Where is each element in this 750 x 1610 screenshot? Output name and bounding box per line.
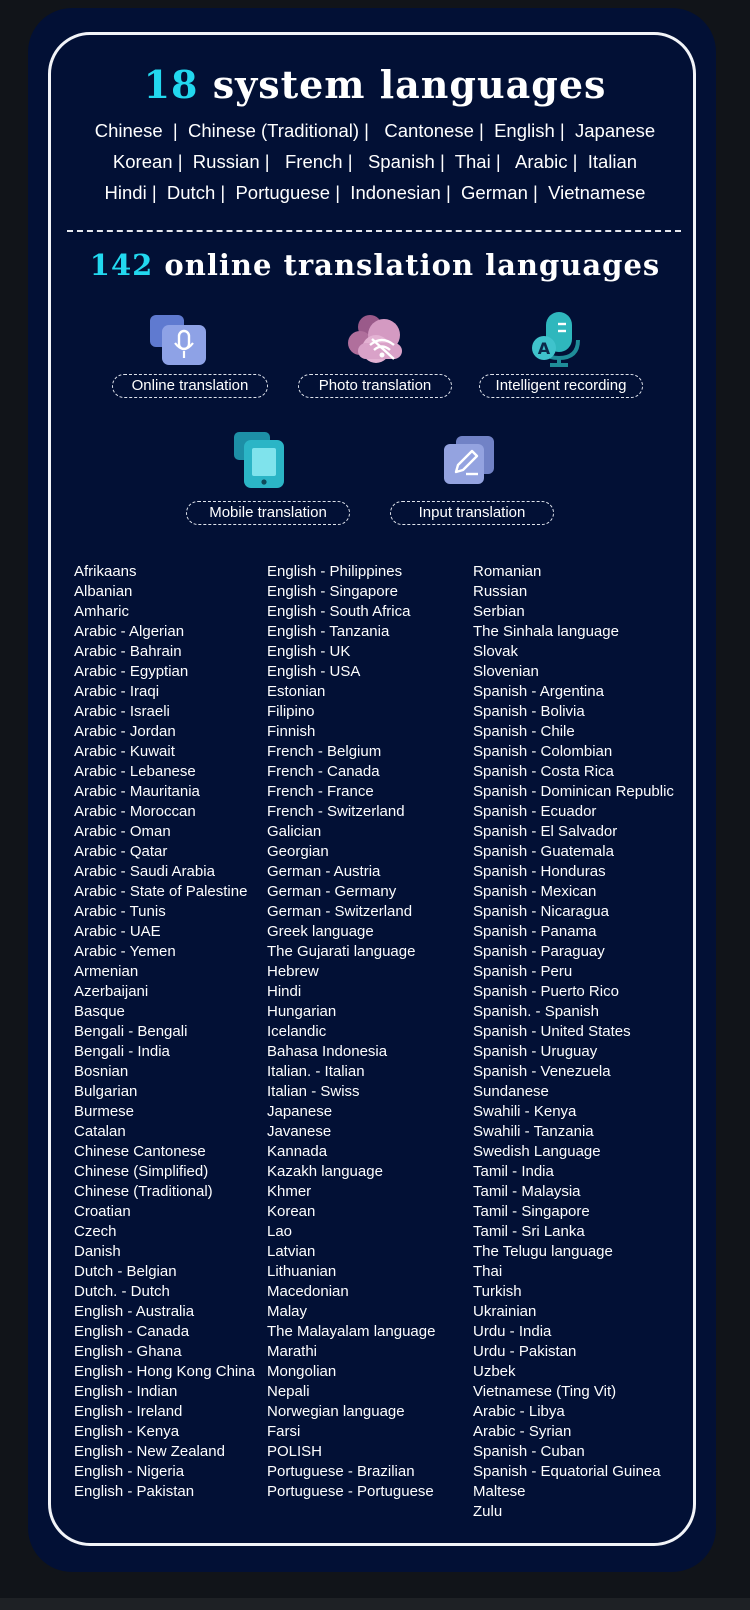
language-item: Spanish - Mexican (473, 883, 597, 900)
language-item: Chinese (Simplified) (74, 1163, 209, 1180)
language-item: Spanish - Peru (473, 963, 573, 980)
language-item: Arabic - Kuwait (74, 743, 175, 760)
svg-text:A: A (537, 339, 551, 358)
language-item: Tamil - Sri Lanka (473, 1223, 585, 1240)
language-item: Serbian (473, 603, 525, 620)
language-item: Vietnamese (Ting Vit) (473, 1383, 617, 1400)
language-item: Kazakh language (267, 1163, 383, 1180)
language-item: Croatian (74, 1203, 131, 1220)
language-item: Farsi (267, 1423, 301, 1440)
language-item: Spanish - Equatorial Guinea (473, 1463, 661, 1480)
online-language-count: 142 (89, 248, 154, 282)
online-languages-title: online translation languages (153, 248, 661, 282)
language-item: English - Pakistan (74, 1483, 195, 1500)
language-item: Italian. - Italian (267, 1063, 365, 1080)
language-column-2 (267, 562, 435, 1502)
feature-label-mobile-translation[interactable]: Mobile translation (186, 501, 350, 525)
language-item: Catalan (74, 1123, 126, 1140)
language-item: Spanish - Dominican Republic (473, 783, 674, 800)
language-item: English - Philippines (267, 563, 403, 580)
system-languages-title: system languages (198, 62, 607, 107)
language-item: Arabic - Iraqi (74, 683, 160, 700)
language-item: Arabic - Syrian (473, 1423, 572, 1440)
language-item: Arabic - Lebanese (74, 763, 196, 780)
language-item: Spanish - Cuban (473, 1443, 585, 1460)
language-item: Spanish - Bolivia (473, 703, 585, 720)
language-item: English - Canada (74, 1323, 190, 1340)
language-item: English - USA (267, 663, 361, 680)
language-item: Estonian (267, 683, 326, 700)
language-item: Norwegian language (267, 1403, 405, 1420)
language-item: Spanish - Panama (473, 923, 597, 940)
pen-edit-icon (442, 434, 496, 491)
language-item: Spanish - Uruguay (473, 1043, 598, 1060)
language-item: German - Austria (267, 863, 381, 880)
language-item: Azerbaijani (74, 983, 149, 1000)
language-item: Tamil - Singapore (473, 1203, 590, 1220)
feature-label-photo-translation[interactable]: Photo translation (298, 374, 452, 398)
language-item: Latvian (267, 1243, 316, 1260)
language-item: Japanese (267, 1103, 333, 1120)
language-item: Thai (473, 1263, 503, 1280)
language-item: Italian - Swiss (267, 1083, 360, 1100)
language-column-1 (74, 562, 255, 1502)
language-item: Sundanese (473, 1083, 549, 1100)
system-language-line: Chinese | Chinese (Traditional) | Cantonese | English | Japanese (94, 120, 656, 141)
bottom-strip (0, 1598, 750, 1610)
language-item: French - Belgium (267, 743, 382, 760)
language-item: Korean (267, 1203, 316, 1220)
language-item: Arabic - Bahrain (74, 643, 182, 660)
feature-label-intelligent-recording[interactable]: Intelligent recording (479, 374, 643, 398)
language-item: Arabic - Yemen (74, 943, 176, 960)
language-item: Arabic - Jordan (74, 723, 176, 740)
language-item: Spanish - El Salvador (473, 823, 618, 840)
language-item: Arabic - Saudi Arabia (74, 863, 215, 880)
language-item: Danish (74, 1243, 121, 1260)
language-item: Romanian (473, 563, 542, 580)
language-item: Urdu - India (473, 1323, 552, 1340)
language-item: Portuguese - Portuguese (267, 1483, 434, 1500)
language-item: Russian (473, 583, 528, 600)
language-item: French - France (267, 783, 374, 800)
language-item: Hungarian (267, 1003, 337, 1020)
language-item: German - Germany (267, 883, 397, 900)
feature-label-online-translation[interactable]: Online translation (112, 374, 268, 398)
language-item: Arabic - Egyptian (74, 663, 189, 680)
language-item: French - Canada (267, 763, 380, 780)
language-item: Spanish - Venezuela (473, 1063, 611, 1080)
language-item: Spanish - Guatemala (473, 843, 614, 860)
online-languages-heading (0, 248, 750, 282)
language-item: English - Australia (74, 1303, 195, 1320)
language-item: English - Hong Kong China (74, 1363, 255, 1380)
language-item: Tamil - India (473, 1163, 554, 1180)
language-item: The Sinhala language (473, 623, 619, 640)
language-column-3 (473, 562, 674, 1522)
language-item: English - Tanzania (267, 623, 390, 640)
language-item: Swedish Language (473, 1143, 601, 1160)
language-item: Spanish - United States (473, 1023, 631, 1040)
language-item: Greek language (267, 923, 374, 940)
mobile-phone-icon (234, 430, 292, 495)
language-item: Finnish (267, 723, 316, 740)
language-item: Spanish. - Spanish (473, 1003, 599, 1020)
language-item: Spanish - Ecuador (473, 803, 597, 820)
language-item: Galician (267, 823, 322, 840)
language-item: Spanish - Costa Rica (473, 763, 614, 780)
language-item: Javanese (267, 1123, 332, 1140)
language-item: Bosnian (74, 1063, 129, 1080)
language-item: English - Singapore (267, 583, 398, 600)
language-item: Uzbek (473, 1363, 516, 1380)
language-item: Malay (267, 1303, 308, 1320)
language-item: Lao (267, 1223, 293, 1240)
language-item: Albanian (74, 583, 133, 600)
language-item: Czech (74, 1223, 117, 1240)
translation-microphone-icon (530, 310, 590, 373)
language-item: Urdu - Pakistan (473, 1343, 577, 1360)
language-item: Dutch - Belgian (74, 1263, 177, 1280)
language-item: French - Switzerland (267, 803, 405, 820)
language-item: English - Ireland (74, 1403, 183, 1420)
language-item: Tamil - Malaysia (473, 1183, 581, 1200)
language-item: Arabic - Moroccan (74, 803, 196, 820)
language-item: Arabic - State of Palestine (74, 883, 248, 900)
language-item: German - Switzerland (267, 903, 413, 920)
language-item: Hindi (267, 983, 302, 1000)
section-divider (67, 230, 681, 232)
language-item: Slovak (473, 643, 519, 660)
language-item: Bulgarian (74, 1083, 138, 1100)
language-item: Kannada (267, 1143, 328, 1160)
language-item: Armenian (74, 963, 139, 980)
language-item: English - UK (267, 643, 351, 660)
language-item: Spanish - Honduras (473, 863, 606, 880)
language-item: The Gujarati language (267, 943, 416, 960)
language-item: Burmese (74, 1103, 135, 1120)
language-item: The Malayalam language (267, 1323, 436, 1340)
language-item: Chinese Cantonese (74, 1143, 206, 1160)
microphone-chat-icon (150, 313, 208, 372)
language-item: Bahasa Indonesia (267, 1043, 388, 1060)
language-item: Spanish - Paraguay (473, 943, 605, 960)
language-item: Arabic - Qatar (74, 843, 168, 860)
language-item: Spanish - Colombian (473, 743, 613, 760)
language-item: Arabic - Israeli (74, 703, 170, 720)
language-item: Zulu (473, 1503, 503, 1520)
language-item: Filipino (267, 703, 315, 720)
language-item: Spanish - Puerto Rico (473, 983, 619, 1000)
language-item: Basque (74, 1003, 125, 1020)
system-language-line: Hindi | Dutch | Portuguese | Indonesian | German | Vietnamese (104, 182, 646, 203)
cloud-wifi-icon (348, 313, 408, 372)
language-item: Swahili - Kenya (473, 1103, 577, 1120)
system-languages-heading (0, 62, 750, 107)
language-item: Georgian (267, 843, 329, 860)
language-item: English - Indian (74, 1383, 178, 1400)
language-item: English - Nigeria (74, 1463, 185, 1480)
language-item: Arabic - Mauritania (74, 783, 200, 800)
language-item: Dutch. - Dutch (74, 1283, 170, 1300)
system-language-count: 18 (143, 62, 199, 107)
language-item: Hebrew (267, 963, 319, 980)
language-item: Mongolian (267, 1363, 337, 1380)
language-item: Arabic - Algerian (74, 623, 185, 640)
language-item: Slovenian (473, 663, 539, 680)
language-item: Ukrainian (473, 1303, 537, 1320)
language-item: Maltese (473, 1483, 526, 1500)
language-item: Icelandic (267, 1023, 327, 1040)
language-item: Arabic - Oman (74, 823, 171, 840)
language-item: Khmer (267, 1183, 312, 1200)
language-item: Arabic - Tunis (74, 903, 166, 920)
language-item: Bengali - Bengali (74, 1023, 188, 1040)
language-item: Arabic - Libya (473, 1403, 565, 1420)
system-language-line: Korean | Russian | French | Spanish | Thai | Arabic | Italian (112, 151, 638, 172)
language-item: POLISH (267, 1443, 323, 1460)
language-item: English - Kenya (74, 1423, 180, 1440)
language-item: Afrikaans (74, 563, 137, 580)
language-item: Swahili - Tanzania (473, 1123, 594, 1140)
language-item: Chinese (Traditional) (74, 1183, 213, 1200)
language-item: Portuguese - Brazilian (267, 1463, 415, 1480)
language-item: Lithuanian (267, 1263, 337, 1280)
language-item: Turkish (473, 1283, 522, 1300)
language-item: English - South Africa (267, 603, 411, 620)
language-item: English - New Zealand (74, 1443, 225, 1460)
language-item: Spanish - Chile (473, 723, 575, 740)
language-item: Arabic - UAE (74, 923, 161, 940)
language-item: Macedonian (267, 1283, 349, 1300)
language-item: Spanish - Argentina (473, 683, 604, 700)
language-item: Amharic (74, 603, 130, 620)
feature-label-input-translation[interactable]: Input translation (390, 501, 554, 525)
language-item: Bengali - India (74, 1043, 170, 1060)
language-item: Spanish - Nicaragua (473, 903, 609, 920)
language-item: English - Ghana (74, 1343, 182, 1360)
language-item: Nepali (267, 1383, 310, 1400)
language-item: Marathi (267, 1343, 318, 1360)
language-item: The Telugu language (473, 1243, 613, 1260)
